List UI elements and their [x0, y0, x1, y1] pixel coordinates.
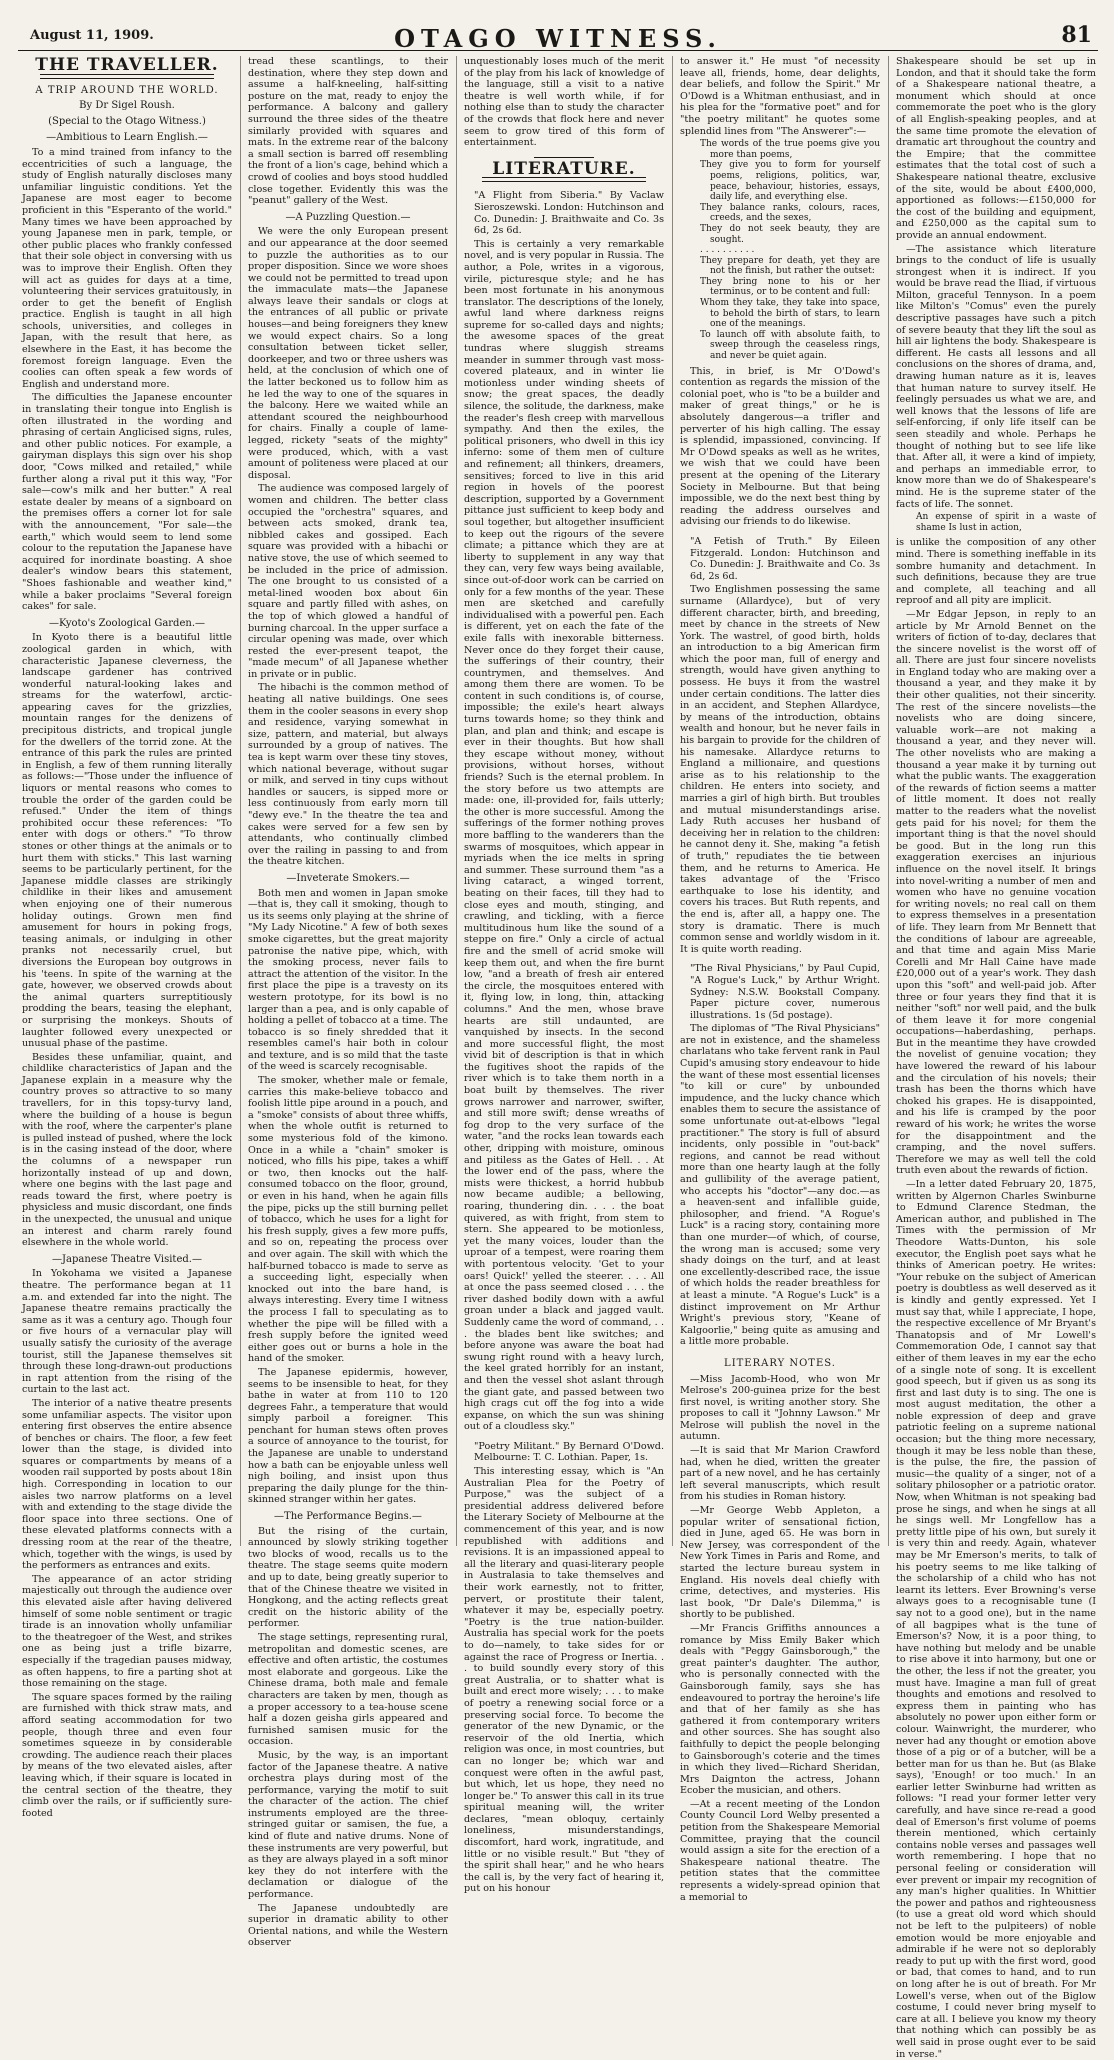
section-heading: —Inveterate Smokers.—	[286, 872, 410, 884]
column-3	[464, 56, 664, 1895]
paragraph: Shakespeare should be set up in London, and that it should take the form of a Shakespeare national theatre, a monument which should at once commemorate the poet who is the glory of all English-speaking peoples, and at the same time promote the elevation of dramatic art throughout the country and the Empire; that the committee estimates that the total cost of such a Shakespeare national theatre, exclusive of the site, would be about £400,000, apportioned as follows:—£150,000 for the cost of the building and equipment, and £250,000 as the capital sum to provide an annual endowment.	[896, 56, 1096, 241]
poem-line: . . . . . . . . . .	[700, 245, 755, 256]
section-heading: —The Performance Begins.—	[274, 1511, 422, 1523]
literary-notes-heading: LITERARY NOTES.	[724, 1357, 836, 1369]
poem-line: They do not seek beauty, they are sought.	[700, 223, 880, 245]
article-subheading: A TRIP AROUND THE WORLD.	[35, 84, 219, 96]
column-rule	[456, 56, 457, 1546]
poem-line: They prepare for death, yet they are not the finish, but rather the outset:	[700, 255, 880, 277]
paragraph: In Kyoto there is a beautiful little zoological garden in which, with characteristic Japanese cleverness, the landscape gardener has contrived wonderful natural-looking lakes and streams for the waterfowl, arctic-appearing caves for the grizzlies, mountain ranges for the denizens of precipitous districts, and tropical jungle for the dwellers of the torrid zone. At the entrance of this park the rules are printed in English, a few of them running literally as follows:—"Those under the influence of liquors or mental reasons who comes to trouble the order of the garden could be refused." Under the item of things prohibited occur these references: "To enter with dogs or others." "To throw stones or other things at the animals or to hurt them with sticks." This last warning seems to be particularly pertinent, for the Japanese middle classes are strikingly childlike in their likes and amusement when enjoying one of their numerous holiday outings. Grown men find amusement for hours in poking frogs, teasing animals, or indulging in other pranks not necessarily cruel, but diversions the European boy outgrows in his 'teens. In spite of the warning at the gate, however, we observed crowds about the animal quarters surreptitiously prodding the bears, teasing the elephant, or surprising the monkeys. Shouts of laughter followed every unexpected or unusual phase of the pastime.	[22, 632, 232, 1050]
byline: By Dr Sigel Roush.	[79, 100, 175, 112]
poem-line: They bring none to his or her terminus, or to be content and full:	[700, 276, 880, 298]
paragraph: The smoker, whether male or female, carries this make-believe tobacco and foolish little pipe around in a pouch, and a "smoke" consists of about three whiffs, when the whole outfit is returned to some mysterious fold of the kimono. Once in a while a "chain" smoker is noticed, who fills his pipe, takes a whiff or two, then knocks out the half-consumed tobacco on the floor, ground, or even in his hand, when he again fills the pipe, picks up the still burning pellet of tobacco, which he uses for a light for his fresh supply, gives a few more puffs, and so on, repeating the process over and over again. The skill with which the half-burned tobacco is made to serve as a succeeding light, especially when knocked out into the bare hand, is always interesting. Every time I witness the process I fall to speculating as to whether the pipe will be filled with a fresh supply before the ignited weed either goes out or burns a hole in the hand of the smoker.	[248, 1075, 448, 1365]
section-heading: —Ambitious to Learn English.—	[46, 132, 208, 144]
paragraph: The audience was composed largely of women and children. The better class occupied the "orchestra" squares, and between acts smoked, drank tea, nibbled cakes and gossiped. Each square was provided with a hibachi or native stove, the use of which seemed to be included in the price of admission. The one brought to us consisted of a metal-lined wooden box about 6in square and partly filled with ashes, on the top of which glowed a handful of burning charcoal. In the upper surface a circular opening was made, over which rested the ever-present teapot, the "made mecum" of all Japanese whether in private or in public.	[248, 483, 448, 680]
paragraph: This, in brief, is Mr O'Dowd's contention as regards the mission of the colonial poet, who is "to be a builder and maker of great things," or he is absolutely dangerous—a trifler and perverter of his high calling. The essay is splendid, impassioned, convincing. If Mr O'Dowd speaks as well as he writes, we wish that we could have been present at the opening of the Literary Society in Melbourne. But that being impossible, we do the next best thing by reading the address ourselves and advising our friends to do likewise.	[680, 365, 880, 528]
masthead	[18, 14, 1098, 51]
section-heading: —Kyoto's Zoological Garden.—	[48, 617, 205, 629]
poem-line: To launch off with absolute faith, to sweep through the ceaseless rings, and never be quiet again.	[700, 329, 880, 362]
poem-line: They balance ranks, colours, races, creeds, and the sexes,	[700, 202, 880, 224]
paragraph: But the rising of the curtain, announced by slowly striking together two blocks of wood, recalls us to the theatre. The stage seems quite modern and up to date, being greatly superior to that of the Chinese theatre we visited in Hongkong, and the acting reflects great credit on the historic ability of the performer.	[248, 1525, 448, 1630]
literary-note: —At a recent meeting of the London County Council Lord Welby presented a petition from the Shakespeare Memorial Committee, praying that the council would assign a site for the erection of a Shakespeare national theatre. The petition states that the committee represents a widely-spread opinion that a memorial to	[680, 1798, 880, 1903]
special-note: (Special to the Otago Witness.)	[48, 115, 206, 127]
paragraph: Two Englishmen possessing the same surname (Allardyce), but of very different character, birth, and breeding, meet by chance in the streets of New York. The wastrel, of good birth, holds an introduction to a big American firm which the poor man, full of energy and strength, would have given anything to possess. He buys it from the wastrel under certain conditions. The latter dies in an accident, and Stephen Allardyce, by means of the introduction, obtains wealth and honour, but he never fails in his bargain to provide for the children of his namesake. Allardyce returns to England a millionaire, and questions arise as to his relationship to the children. He enters into society, and marries a girl of high birth. But troubles and mutual misunderstandings arise. Lady Ruth accuses her husband of deceiving her in relation to the children: he cannot deny it. She, making "a fetish of truth," repudiates the tie between them, and he returns to America. He takes advantage of the 'Frisco earthquake to lose his identity, and covers his traces. But Ruth repents, and the end is, after all, a happy one. The story is dramatic. There is much common sense and worldly wisdom in it. It is quite worth reading.	[680, 584, 880, 955]
column-rule	[672, 56, 673, 1546]
paragraph: The square spaces formed by the railing are furnished with thick straw mats, and afford seating accommodation for two people, though three and even four sometimes squeeze in by considerable crowding. The audience reach their places by means of the two elevated aisles, after leaving which, if their square is located in the central section of the theatre, they climb over the rails, or if sufficiently sure-footed	[22, 1691, 232, 1819]
section-heading: —Japanese Theatre Visited.—	[52, 1253, 202, 1265]
paragraph: is unlike the composition of any other mind. There is something ineffable in its sombre humanity and detachment. In such definitions, because they are true and complete, all teaching and all reproof and all pity are implicit.	[896, 537, 1096, 607]
paragraph: Both men and women in Japan smoke—that is, they call it smoking, though to us its seems only playing at the shrine of "My Lady Nicotine." A few of both sexes smoke cigarettes, but the great majority patronise the native pipe, which, with the smoking process, never fails to attract the attention of the visitor. In the first place the pipe is a travesty on its western prototype, for its bowl is no larger than a pea, and is only capable of holding a pellet of tobacco at a time. The tobacco is so finely shredded that it resembles camel's hair both in colour and texture, and is so mild that the taste of the weed is scarcely recognisable.	[248, 887, 448, 1073]
literary-note: —Mr Francis Griffiths announces a romance by Miss Emily Baker which deals with "Peggy Gainsborough," the great painter's daughter. The author, who is personally connected with the Gainsborough family, says she has endeavoured to portray the heroine's life and that of her family as she has gathered it from contemporary writers and other sources. She has sought also faithfully to depict the people belonging to Gainsborough's coterie and the times in which they lived—Richard Sheridan, Mrs Daignton the actress, Johann Ecober the musician, and others.	[680, 1622, 880, 1797]
review-title: "Poetry Militant." By Bernard O'Dowd. Melbourne: T. C. Lothian. Paper, 1s.	[474, 1440, 664, 1464]
divider	[534, 157, 594, 158]
paragraph: The diplomas of "The Rival Physicians" are not in existence, and the shameless charlatans who take fervent rank in Paul Cupid's amusing story endeavour to hide the want of these most essential licenses "to kill or cure" by unbounded impudence, and the lucky chance which enables them to secure the assistance of some unfortunate out-at-elbows "legal practitioner." The story is full of absurd incidents, only possible in "out-back" regions, and cannot be read without more than one hearty laugh at the folly and gullibility of the average patient, who accepts his "doctor"—any doc.—as a heaven-sent and infallible guide, philosopher, and friend. "A Rogue's Luck" is a racing story, containing more than one murder—of which, of course, the wrong man is accused; some very shady doings on the turf, and at least one excellently-described race, the issue of which holds the reader breathless for at least a minute. "A Rogue's Luck" is a distinct improvement on Mr Arthur Wright's previous story, "Keane of Kalgoorlie," being quite as amusing and a little more probable.	[680, 1023, 880, 1348]
paragraph: unquestionably loses much of the merit of the play from his lack of knowledge of the language, still a visit to a native theatre is well worth while, if for nothing else than to study the character of the crowds that flock here and never seem to grow tired of this form of entertainment.	[464, 56, 664, 149]
page-number: 81	[1061, 22, 1092, 48]
paragraph: The difficulties the Japanese encounter in translating their tongue into English is often illustrated in the wording and phrasing of certain Anglicised signs, rules, and other public notices. For example, a gairyman displays this sign over his shop door, "Cows milked and retailed," while further along a rival put it this way, "For sale—cow's milk and her butter." A real estate dealer by means of a signboard on the premises offers a corner lot for sale with the announcement, "For sale—the earth," which would seem to lend some colour to the reputation the Japanese have acquired for inordinate boasting. A shoe dealer's window bears this statement, "Shoes fashionable and weather kind," while a baker proclaims "Several foreign cakes" for sale.	[22, 392, 232, 613]
paragraph: Besides these unfamiliar, quaint, and childlike characteristics of Japan and the Japanese explain in a measure why the country proves so attractive to so many travellers, for in this topsy-turvy land, where the building of a house is begun with the roof, where the carpenter's plane is pulled instead of pushed, where the lock is in the casing instead of the door, where the columns of a newspaper run horizontally instead of up and down, where one begins with the last page and reads toward the first, where poetry is physicless and music discordant, one finds in the unexpected, the unusual and unique an interest and charm rarely found elsewhere in the whole world.	[22, 1051, 232, 1249]
literary-note: —It is said that Mr Marion Crawford had, when he died, written the greater part of a new novel, and he has certainly left several manuscripts, which result from his studies in Roman history.	[680, 1445, 880, 1503]
column-rule	[888, 56, 889, 1546]
paragraph: —In a letter dated February 20, 1875, written by Algernon Charles Swinburne to Edmund Clarence Stedman, the American author, and published in The Times with the permission of Mr Theodore Watts-Dunton, his sole executor, the English poet says what he thinks of American poetry. He writes: "Your rebuke on the subject of American poetry is doubtless as well deserved as it is kindly and gently expressed. Yet I must say that, while I appreciate, I hope, the respective excellence of Mr Bryant's Thanatopsis and of Mr Lowell's Commemoration Ode, I cannot say that either of them leaves in my ear the echo of a single note of song. It is excellent good speech, but if given us as song its first and last duty is to sing. The one is most august meditation, the other a noble expression of deep and grave patriotic feeling on a supreme national occasion; but the thing more necessary, though it may be less noble than these, is the pulse, the fire, the passion of music—the quality of a singer, not of a solitary philosopher or a patriotic orator. Now, when Whitman is not speaking bad prose he sings, and when he sings at all he sings well. Mr Longfellow has a pretty little pipe of his own, but surely it is very thin and reedy. Again, whatever may be Mr Emerson's merits, to talk of his poetry seems to me like talking of the scholarship of a child who has not learnt its letters. Ever Browning's verse always goes to a recognisable tune (I say not to a good one), but in the name of all bagpipes what is the tune of Emerson's? Now, it is a poor thing, to have nothing but melody and be unable to rise above it into harmony, but one or the other, the less if not the greater, you must have. Imagine a man full of great thoughts and emotions and resolved to express them in painting who has absolutely no power upon either form or colour. Wainwright, the murderer, who never had any thought or emotion above those of a pig or of a butcher, will be a better man for us than he. But (as Blake says), 'Enough! or too much.' In an earlier letter Swinburne had written as follows: "I read your former letter very carefully, and have since re-read a good deal of Emerson's first volume of poems therein mentioned, which certainly contains noble verses and passages well worth remembering. I hope that no personal feeling or consideration will ever prevent or impair my recognition of any man's higher qualities. In Whittier the power and pathos and righteousness (to use a great old word which should not be left to the pulpiteers) of noble emotion would be more enjoyable and admirable if he were not so deplorably ready to put up with the first word, good or bad, that comes to hand, and to run on long after he is out of breath. For Mr Lowell's verse, when out of the Biglow costume, I could never bring myself to care at all. I believe you know my theory that nothing which can possibly be as well said in prose ought ever to be said in verse."	[896, 1179, 1096, 2060]
paragraph: to answer it." He must "of necessity leave all, friends, home, dear delights, dear beliefs, and follow the Spirit." Mr O'Dowd is a Whitman enthusiast, and in his plea for the "formative poet" and for "the poetry militant" he quotes some splendid lines from "The Answerer":—	[680, 56, 880, 137]
review-title: "A Fetish of Truth." By Eileen Fitzgerald. London: Hutchinson and Co. Dunedin: J. Braithwaite and Co. 3s 6d, 2s 6d.	[690, 535, 880, 582]
column-5	[896, 56, 1096, 2060]
issue-date: August 11, 1909.	[30, 28, 154, 43]
poem-quote	[680, 139, 880, 361]
newspaper-title: OTAGO WITNESS.	[394, 24, 722, 53]
paragraph: The appearance of an actor striding majestically out through the audience over this elevated aisle after having delivered himself of some noble sentiment or tragic tirade is an innovation wholly unfamiliar to the theatregoer of the West, and strikes one as being just a trifle bizarre, especially if the tragedian pauses midway, as often happens, to fire a parting shot at those remaining on the stage.	[22, 1573, 232, 1690]
paragraph: —Mr Edgar Jepson, in reply to an article by Mr Arnold Bennet on the writers of fiction of to-day, declares that the sincere novelist is the worst off of all. There are just four sincere novelists in England today who are making over a thousand a year, and they make it by their other qualities, not their sincerity. The rest of the sincere novelists—the novelists who are doing sincere, valuable work—are not making a thousand a year, and they never will. The other novelists who are making a thousand a year make it by turning out what the public wants. The exaggeration of the rewards of fiction seems a matter of little moment. It does not really matter to the readers what the novelist gets paid for his novel; for them the important thing is that the novel should be good. But in the long run this exaggeration exercises an injurious influence on the novel itself. It brings into novel-writing a number of men and women who have no genuine vocation for writing novels; no real call on them to express themselves in a presentation of life. They learn from Mr Bennett that the conditions of labour are agreeable, and that time and again Miss Marie Corelli and Mr Hall Caine have made £20,000 out of a year's work. They dash upon this "soft" and well-paid job. After three or four years they find that it is neither "soft" nor well paid, and the bulk of them leave it for more congenial occupations—haberdashing, perhaps. But in the meantime they have crowded the novelist of genuine vocation; they have lowered the reward of his labour and the circulation of his novels; their trash has been the thorns which have choked his grapes. He is disappointed, and his life is cramped by the poor reward of his work; he writes the worse for the disappointment and the cramping, and the novel suffers. Therefore we may as well tell the cold truth even about the rewards of fiction.	[896, 608, 1096, 1177]
paragraph: We were the only European present and our appearance at the door seemed to puzzle the authorities as to our proper disposition. Since we wore shoes we could not be permitted to tread upon the immaculate mats—the Japanese always leave their sandals or clogs at the entrances of all public or private houses—and being foreigners they knew we would expect chairs. So a long consultation between ticket seller, doorkeeper, and two or three ushers was held, at the conclusion of which one of the latter beckoned us to follow him as he led the way to one of the squares in the balcony. Here we waited while an attendant scoured the neighbourhood for chairs. Finally a couple of lame-legged, rickety "seats of the mighty" were produced, which, with a vast amount of politeness were placed at our disposal.	[248, 226, 448, 481]
column-1	[22, 55, 232, 1819]
review-title: "A Flight from Siberia." By Vaclaw Sieroszewski. London: Hutchinson and Co. Dunedin: J. Braithwaite and Co. 3s 6d, 2s 6d.	[474, 190, 664, 237]
sonnet-quote: An expense of spirit in a waste of shame Is lust in action,	[916, 512, 1096, 533]
paragraph: The stage settings, representing rural, metropolitan and domestic scenes, are effective and often artistic, the costumes most elaborate and gorgeous. Like the Chinese drama, both male and female characters are taken by men, though as a proper accessory to a tea-house scene half a dozen geisha girls appeared and furnished samisen music for the occasion.	[248, 1631, 448, 1748]
poem-line: Whom they take, they take into space, to behold the birth of stars, to learn one of the meanings.	[700, 298, 880, 330]
poem-line: The words of the true poems give you more than poems,	[700, 139, 880, 160]
literary-note: —Mr George Webb Appleton, a popular writer of sensational fiction, died in June, aged 65. He was born in New Jersey, was correspondent of the New York Times in Paris and Rome, and started the lecture bureau system in England. His novels deal chiefly with crime, detectives, and mysteries. His last book, "Dr Dale's Dilemma," is shortly to be published.	[680, 1505, 880, 1621]
paragraph: This interesting essay, which is "An Australian Plea for the Poetry of Purpose," was the subject of a presidential address delivered before the Literary Society of Melbourne at the commencement of this year, and is now republished with additions and revisions. It is an impassioned appeal to all the literary and quasi-literary people in Australasia to take themselves and their work earnestly, not to fritter, pervert, or prostitute their talent, whatever it may be, especially poetry. "Poetry is the true nation-builder. Australia has special work for the poets to do—namely, to take sides for or against the race of Progress or Inertia. . . to build soundly every story of this great Australia, or to shatter what is built and erect more wisely; . . . to make of poetry a renewing social force or a preserving social force. To become the generator of the new Dynamic, or the reservoir of the old Inertia, which religion was once, in most countries, but can no longer be; which war and conquest were often in the awful past, but which, let us hope, they need no longer be." To answer this call in its true spiritual meaning will, the writer declares, "mean obloquy, certainly loneliness, misunderstandings, discomfort, hard work, ingratitude, and little or no visible result." But "they of the spirit shall hear," and he who hears the call is, by the very fact of hearing it, put on his honour	[464, 1466, 664, 1895]
paragraph: This is certainly a very remarkable novel, and is very popular in Russia. The author, a Pole, writes in a vigorous, virile, picturesque style; and he has been most fortunate in his anonymous translator. The descriptions of the lonely, awful land where darkness reigns supreme for so-called days and nights; the awesome spaces of the great tundras where sluggish streams meander in summer through vast moss-covered plateaux, and in winter lie motionless under winding sheets of snow; the great spaces, the deadly silence, the solitude, the darkness, make the reader's flesh creep with marvellous sympathy. And then the exiles, the political prisoners, who dwell in this icy inferno: some of them men of culture and refinement; all thinkers, dreamers, sensitives; forced to live in this arid region in hovels of the poorest description, supported by a Government pittance just sufficient to keep body and soul together, but altogether insufficient to keep out the rigours of the severe climate; a pittance which they are at liberty to supplement in any way that they can, very few ways being available, since out-of-door work can be carried on only for a few months of the year. These men are sketched and carefully individualised with a powerful pen. Each is different, yet on each the fate of the exile falls with inexorable bitterness. Never once do they forget their cause, the sufferings of their country, their countrymen, and themselves. And among them there are women. To be content in such conditions is, of course, impossible; the exile's heart always turns towards home; so they think and plan, and plan and think; and escape is ever in their thoughts. But how shall they escape without money, without provisions, without horses, without friends? Such is the eternal problem. In the story before us two attempts are made: one, ill-provided for, fails utterly; the other is more successful. Among the sufferings of the former nothing proves more baffling to the wanderers than the swarms of mosquitoes, which appear in myriads when the ice melts in spring and summer. These surround them "as a living cataract, a winged torrent, beating on their faces, till they had to close eyes and mouth, stinging, and crawling, and tickling, with a fierce multitudinous hum like the sound of a steppe on fire." Only a circle of actual fire and the smell of acrid smoke will keep them out, and when the fire burnt low, "and a breath of fresh air entered the circle, the mosquitoes entered with it, flying low, in long, thin, attacking columns." And the men, whose brave hearts are still undaunted, are vanquished by insects. In the second and more successful flight, the most vivid bit of description is that in which the fugitives shoot the rapids of the river which is to take them north in a boat built by themselves. The river grows narrower and narrower, swifter, and still more swift; dense wreaths of fog drop to the very surface of the water, "and the rocks lean towards each other, dripping with moisture, ominous and pitiless as the Gates of Hell. . . At the lower end of the pass, where the mists were thickest, a horrid hubbub now became audible; a bellowing, roaring, thundering din. . . . the boat quivered, as with fright, from stem to stern. She appeared to be motionless, yet the many voices, louder than the uproar of a tempest, were roaring them with portentous velocity. 'Get to your oars! Quick!' yelled the steerer. . . . All at once the pass seemed closed . . . the river dashed bodily down with a awful groan under a black and jagged vault. Suddenly came the word of command, . . . the blades bent like switches; and before anyone was aware the boat had swung right round with a heavy lurch, the keel grated horribly for an instant, and then the vessel shot aslant through the giant gate, and passed between two high crags cut off the fog into a wide expanse, on which the sun was shining out of a cloudless sky."	[464, 238, 664, 1433]
paragraph: In Yokohama we visited a Japanese theatre. The performance began at 11 a.m. and extended far into the night. The Japanese theatre remains practically the same as it was a century ago. Though four or five hours of a vernacular play will usually satisfy the curiosity of the average tourist, still the Japanese themselves sit through these long-drawn-out productions in rapt attention from the rising of the curtain to the last act.	[22, 1268, 232, 1396]
paragraph: To a mind trained from infancy to the eccentricities of such a language, the study of English naturally discloses many unfamiliar linguistic conditions. Yet the Japanese are most eager to become proficient in this "Esperanto of the world." Many times we have been approached by young Japanese men in park, temple, or other public places who frankly confessed that their sole object in conversing with us was to improve their English. Often they will act as guides for days at a time, volunteering their services gratuitously, in order to get the benefit of English practice. English is taught in all high schools, universities, and colleges in Japan, with the result that here, as elsewhere in the East, it has become the foremost foreign language. Even the coolies can often speak a few words of English and understand more.	[22, 146, 232, 390]
literature-heading: LITERATURE.	[492, 158, 636, 179]
column-4	[680, 56, 880, 1903]
paragraph: Music, by the way, is an important factor of the Japanese theatre. A native orchestra plays during most of the performance, varying the motif to suit the character of the action. The chief instruments employed are the three-stringed guitar or samisen, the fue, a kind of flute and native drums. None of these instruments are very powerful, but as they are always played in a soft minor key they do not interfere with the declamation or dialogue of the performance.	[248, 1749, 448, 1901]
paragraph: —The assistance which literature brings to the conduct of life is usually strongest when it is indirect. If you would be brave read the Iliad, if virtuous Milton, graceful Tennyson. In a poem like Milton's "Comus" even the purely descriptive passages have such a pitch of severe beauty that they lift the soul as hill air lightens the body. Shakespeare is different. He casts all lessons and all conclusions on the shores of drama, and, drawing human nature as it is, leaves that human nature to survey itself. He feelingly persuades us what we are, and well knows that the lessons of life are self-enforcing, if only life itself can be seen steadily and whole. Perhaps he thought of nothing but to see life like that. After all, it were a kind of impiety, and perhaps an immediable error, to know more than we do of Shakespeare's mind. He is the supreme stater of the facts of life. The sonnet.	[896, 243, 1096, 510]
paragraph: tread these scantlings, to their destination, where they step down and assume a half-kneeling, half-sitting posture on the mat, ready to enjoy the performance. A balcony and gallery surround the three sides of the theatre similarly provided with squares and mats. In the extreme rear of the balcony a small section is barred off resembling the front of a lion's cage, behind which a crowd of coolies and boys stood huddled close together. Evidently this was the "peanut" gallery of the West.	[248, 56, 448, 207]
review-title: "The Rival Physicians," by Paul Cupid, "A Rogue's Luck," by Arthur Wright. Sydney: N.S.W. Bookstall Company. Paper picture cover, numerous illustrations. 1s (5d postage).	[690, 963, 880, 1021]
section-heading: —A Puzzling Question.—	[285, 211, 411, 223]
paragraph: The Japanese epidermis, however, seems to be insensible to heat, for they bathe in water at from 110 to 120 degrees Fahr., a temperature that would simply parboil a foreigner. This penchant for human stews often proves a source of annoyance to the tourist, for the Japanese are unable to understand how a bath can be enjoyable unless well nigh boiling, and insist upon thus preparing the daily plunge for the thin-skinned stranger within her gates.	[248, 1366, 448, 1506]
poem-line: They give you to form for yourself poems, religions, politics, war, peace, behaviour, histories, essays, daily life, and everything else.	[700, 160, 880, 203]
column-2	[248, 56, 448, 1949]
article-heading: THE TRAVELLER.	[35, 55, 219, 75]
paragraph: The Japanese undoubtedly are superior in dramatic ability to other Oriental nations, and while the Western observer	[248, 1902, 448, 1949]
literary-note: —Miss Jacomb-Hood, who won Mr Melrose's 200-guinea prize for the best first novel, is writing another story. She proposes to call it "Johnny Lawson." Mr Melrose will publish the novel in the autumn.	[680, 1373, 880, 1443]
column-rule	[240, 56, 241, 1546]
paragraph: The interior of a native theatre presents some unfamiliar aspects. The visitor upon entering first observes the entire absence of benches or chairs. The floor, a few feet lower than the stage, is divided into squares or compartments by means of a wooden rail supported by posts about 18in high. Corresponding in location to our aisles two narrow platforms on a level with and extending to the stage divide the floor space into three sections. One of these elevated platforms connects with a dressing room at the rear of the theatre, which, together with the wings, is used by the performers as entrances and exits.	[22, 1397, 232, 1572]
paragraph: The hibachi is the common method of heating all native buildings. One sees them in the cooler seasons in every shop and residence, varying somewhat in size, pattern, and material, but always surrounded by a group of natives. The tea is kept warm over these tiny stoves, which national beverage, without sugar or milk, and served in tiny cups without handles or saucers, is sipped more or less continuously from early morn till "dewy eve." In the theatre the tea and cakes were served for a few sen by attendants, who continually climbed over the railing in passing to and from the theatre kitchen.	[248, 682, 448, 868]
